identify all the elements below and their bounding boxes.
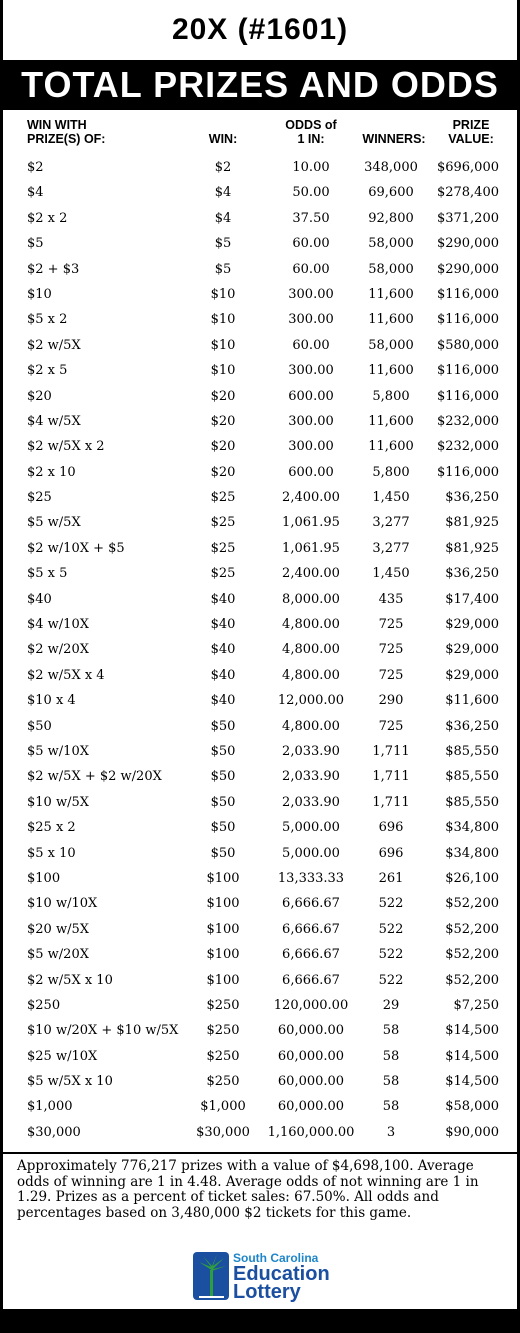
table-row (3, 1119, 517, 1144)
table-row (3, 1068, 517, 1093)
cell-prize: $2 w/5X x 4 (27, 667, 105, 683)
cell-win: $50 (210, 820, 236, 836)
cell-win: $250 (206, 997, 240, 1013)
cell-odds: 5,000.00 (282, 845, 340, 861)
table-row (3, 256, 517, 281)
logo-line-lottery: Lottery (233, 1280, 301, 1303)
cell-win: $1,000 (200, 1099, 246, 1115)
header-prize-line2: PRIZE(S) OF: (27, 132, 106, 146)
cell-win: $40 (210, 617, 236, 633)
cell-prize: $1,000 (27, 1099, 73, 1115)
table-row (3, 586, 517, 611)
cell-prize: $2 w/20X (27, 642, 89, 658)
cell-win: $20 (210, 439, 236, 455)
cell-win: $40 (210, 642, 236, 658)
cell-value: $11,600 (445, 693, 499, 709)
cell-prize: $2 (27, 160, 44, 175)
cell-winners: 261 (378, 870, 404, 886)
footer-bar (3, 1309, 517, 1333)
cell-value: $116,000 (436, 312, 499, 328)
table-row (3, 205, 517, 230)
cell-value: $232,000 (436, 413, 499, 429)
cell-prize: $50 (27, 718, 52, 734)
cell-odds: 60,000.00 (277, 1099, 345, 1115)
cell-winners: 1,450 (372, 490, 410, 506)
cell-prize: $40 (27, 591, 52, 607)
cell-win: $25 (210, 566, 236, 582)
cell-winners: 522 (378, 972, 404, 988)
cell-value: $90,000 (445, 1124, 499, 1140)
cell-win: $50 (210, 718, 236, 734)
cell-winners: 58,000 (368, 261, 414, 277)
cell-win: $4 (214, 210, 232, 226)
cell-odds: 4,800.00 (282, 667, 340, 683)
table-row (3, 967, 517, 992)
cell-prize: $5 x 10 (27, 845, 76, 861)
cell-value: $85,550 (445, 794, 499, 810)
cell-value: $116,000 (436, 464, 499, 480)
table-row (3, 459, 517, 484)
cell-winners: 3,277 (372, 515, 410, 531)
cell-win: $10 (210, 363, 236, 379)
cell-prize: $4 w/5X (27, 413, 81, 429)
cell-win: $20 (210, 388, 236, 404)
cell-prize: $2 w/5X (27, 337, 81, 353)
table-row (3, 357, 517, 382)
cell-odds: 300.00 (288, 413, 334, 429)
cell-value: $85,550 (445, 769, 499, 785)
cell-winners: 725 (378, 667, 404, 683)
cell-odds: 300.00 (288, 312, 334, 328)
cell-prize: $30,000 (27, 1124, 81, 1140)
cell-prize: $25 x 2 (27, 820, 76, 836)
cell-win: $250 (206, 1048, 240, 1064)
cell-value: $7,250 (453, 997, 499, 1013)
cell-odds: 2,033.90 (282, 743, 340, 759)
table-row (3, 916, 517, 941)
cell-winners: 522 (378, 896, 404, 912)
cell-winners: 69,600 (368, 185, 414, 201)
table-row (3, 179, 517, 204)
cell-winners: 58 (382, 1048, 400, 1064)
cell-odds: 6,666.67 (282, 896, 340, 912)
cell-value: $34,800 (445, 820, 499, 836)
cell-value: $116,000 (436, 286, 499, 302)
cell-value: $371,200 (436, 210, 499, 226)
cell-prize: $5 (27, 236, 44, 252)
cell-odds: 300.00 (288, 439, 334, 455)
cell-winners: 522 (378, 947, 404, 963)
cell-value: $85,550 (445, 743, 499, 759)
cell-win: $100 (206, 921, 240, 937)
cell-win: $25 (210, 515, 236, 531)
cell-odds: 2,033.90 (282, 769, 340, 785)
cell-odds: 60.00 (292, 261, 330, 277)
cell-odds: 12,000.00 (277, 693, 345, 709)
cell-odds: 60,000.00 (277, 1074, 345, 1090)
cell-winners: 522 (378, 921, 404, 937)
cell-value: $36,250 (445, 566, 499, 582)
cell-prize: $5 w/5X (27, 515, 81, 531)
cell-winners: 58,000 (368, 236, 414, 252)
cell-odds: 60.00 (292, 236, 330, 252)
table-row (3, 941, 517, 966)
header-odds (271, 118, 351, 146)
cell-value: $17,400 (445, 591, 499, 607)
cell-value: $81,925 (445, 515, 499, 531)
cell-prize: $2 w/5X x 10 (27, 972, 113, 988)
cell-prize: $25 w/10X (27, 1048, 98, 1064)
table-row (3, 865, 517, 890)
cell-value: $29,000 (445, 667, 499, 683)
cell-win: $5 (214, 236, 232, 252)
table-row (3, 738, 517, 763)
cell-winners: 696 (378, 820, 404, 836)
cell-winners: 11,600 (368, 312, 414, 328)
cell-odds: 5,000.00 (282, 820, 340, 836)
cell-winners: 1,711 (372, 743, 410, 759)
cell-odds: 13,333.33 (277, 870, 345, 886)
cell-odds: 2,400.00 (282, 490, 340, 506)
table-row (3, 662, 517, 687)
cell-winners: 58 (382, 1074, 400, 1090)
cell-winners: 11,600 (368, 363, 414, 379)
cell-winners: 696 (378, 845, 404, 861)
cell-value: $52,200 (445, 896, 499, 912)
table-row (3, 484, 517, 509)
cell-prize: $2 w/10X + $5 (27, 540, 125, 556)
header-odds-line1: ODDS of (285, 118, 337, 132)
cell-prize: $10 (27, 286, 52, 302)
table-row (3, 611, 517, 636)
cell-value: $36,250 (445, 718, 499, 734)
cell-winners: 1,711 (372, 794, 410, 810)
cell-prize: $2 x 10 (27, 464, 76, 480)
table-row (3, 408, 517, 433)
cell-winners: 3 (386, 1124, 396, 1140)
cell-odds: 60.00 (292, 337, 330, 353)
cell-win: $5 (214, 261, 232, 277)
table-row (3, 840, 517, 865)
cell-winners: 290 (378, 693, 404, 709)
table-row (3, 281, 517, 306)
cell-prize: $10 w/20X + $10 w/5X (27, 1023, 179, 1039)
cell-value: $52,200 (445, 972, 499, 988)
table-row (3, 687, 517, 712)
cell-value: $81,925 (445, 540, 499, 556)
cell-value: $232,000 (436, 439, 499, 455)
cell-prize: $250 (27, 997, 61, 1013)
header-value (431, 118, 511, 146)
cell-winners: 725 (378, 617, 404, 633)
cell-value: $696,000 (436, 160, 499, 175)
table-row (3, 763, 517, 788)
cell-value: $29,000 (445, 617, 499, 633)
cell-prize: $2 w/5X x 2 (27, 439, 105, 455)
cell-value: $52,200 (445, 921, 499, 937)
header-odds-line2: 1 IN: (297, 132, 325, 146)
lottery-logo (193, 1248, 343, 1304)
logo-line-education: Education (233, 1262, 330, 1285)
cell-prize: $10 w/10X (27, 896, 98, 912)
logo-line-south-carolina: South Carolina (233, 1250, 319, 1265)
table-row (3, 1093, 517, 1118)
table-row (3, 509, 517, 534)
table-row (3, 1017, 517, 1042)
table-row (3, 332, 517, 357)
game-title: 20X (#1601) (171, 13, 349, 46)
cell-prize: $2 x 2 (27, 210, 68, 226)
cell-win: $100 (206, 947, 240, 963)
cell-win: $25 (210, 490, 236, 506)
cell-win: $40 (210, 667, 236, 683)
cell-win: $40 (210, 591, 236, 607)
cell-winners: 11,600 (368, 286, 414, 302)
cell-win: $4 (214, 185, 232, 201)
cell-winners: 1,711 (372, 769, 410, 785)
table-row (3, 789, 517, 814)
cell-win: $20 (210, 464, 236, 480)
cell-prize: $5 w/5X x 10 (27, 1074, 113, 1090)
cell-win: $100 (206, 972, 240, 988)
cell-value: $52,200 (445, 947, 499, 963)
cell-odds: 2,033.90 (282, 794, 340, 810)
cell-odds: 6,666.67 (282, 947, 340, 963)
cell-winners: 725 (378, 718, 404, 734)
cell-odds: 300.00 (288, 363, 334, 379)
header-winners: WINNERS: (362, 132, 426, 146)
cell-odds: 60,000.00 (277, 1048, 345, 1064)
table-row (3, 1043, 517, 1068)
cell-prize: $100 (27, 870, 61, 886)
cell-odds: 120,000.00 (273, 997, 349, 1013)
cell-odds: 2,400.00 (282, 566, 340, 582)
header-value-line2: VALUE: (448, 132, 494, 146)
cell-prize: $4 (27, 185, 44, 201)
cell-win: $25 (210, 540, 236, 556)
cell-winners: 58,000 (368, 337, 414, 353)
cell-odds: 300.00 (288, 286, 334, 302)
cell-win: $100 (206, 896, 240, 912)
cell-prize: $5 x 2 (27, 312, 68, 328)
cell-odds: 10.00 (292, 160, 330, 175)
cell-value: $34,800 (445, 845, 499, 861)
table-row (3, 636, 517, 661)
cell-value: $278,400 (436, 185, 499, 201)
cell-prize: $20 (27, 388, 52, 404)
cell-win: $10 (210, 286, 236, 302)
palmetto-tree-icon (193, 1250, 231, 1302)
table-row (3, 890, 517, 915)
cell-odds: 50.00 (292, 185, 330, 201)
cell-win: $50 (210, 743, 236, 759)
cell-win: $2 (214, 160, 232, 175)
cell-win: $100 (206, 870, 240, 886)
cell-odds: 4,800.00 (282, 642, 340, 658)
cell-prize: $5 x 5 (27, 566, 68, 582)
table-row (3, 713, 517, 738)
cell-win: $10 (210, 312, 236, 328)
cell-value: $14,500 (445, 1023, 499, 1039)
cell-winners: 58 (382, 1099, 400, 1115)
cell-prize: $4 w/10X (27, 617, 89, 633)
cell-value: $580,000 (436, 337, 499, 353)
cell-odds: 60,000.00 (277, 1023, 345, 1039)
header-value-line1: PRIZE (452, 118, 490, 132)
cell-winners: 348,000 (364, 160, 418, 175)
cell-winners: 5,800 (372, 464, 410, 480)
logo-text (233, 1252, 330, 1301)
table-row (3, 992, 517, 1017)
cell-value: $29,000 (445, 642, 499, 658)
cell-odds: 6,666.67 (282, 921, 340, 937)
cell-prize: $25 (27, 490, 52, 506)
cell-odds: 1,061.95 (282, 515, 340, 531)
cell-win: $250 (206, 1074, 240, 1090)
cell-odds: 37.50 (292, 210, 330, 226)
cell-prize: $2 x 5 (27, 363, 68, 379)
cell-odds: 600.00 (288, 464, 334, 480)
cell-odds: 1,061.95 (282, 540, 340, 556)
header-win: WIN: (208, 132, 238, 146)
cell-winners: 725 (378, 642, 404, 658)
cell-value: $58,000 (445, 1099, 499, 1115)
table-row (3, 306, 517, 331)
cell-prize: $20 w/5X (27, 921, 89, 937)
cell-value: $116,000 (436, 388, 499, 404)
summary-text: Approximately 776,217 prizes with a value of $4,698,100. Average odds of winning are 1 in 4.48. Average odds of not winning are 1 in 1.29. Prizes as a percent of ticket sales: 67.50%. All odds and percentages based on 3,480,000 $2 tickets for this game. (3, 1152, 517, 1221)
cell-value: $290,000 (436, 261, 499, 277)
cell-winners: 5,800 (372, 388, 410, 404)
cell-winners: 3,277 (372, 540, 410, 556)
cell-value: $116,000 (436, 363, 499, 379)
cell-win: $50 (210, 794, 236, 810)
cell-win: $50 (210, 769, 236, 785)
cell-prize: $10 x 4 (27, 693, 76, 709)
cell-odds: 600.00 (288, 388, 334, 404)
cell-prize: $5 w/20X (27, 947, 89, 963)
cell-value: $26,100 (445, 870, 499, 886)
table-row (3, 230, 517, 255)
cell-value: $36,250 (445, 490, 499, 506)
cell-odds: 4,800.00 (282, 718, 340, 734)
banner-title: TOTAL PRIZES AND ODDS (3, 60, 517, 110)
cell-prize: $2 + $3 (27, 261, 80, 277)
cell-win: $20 (210, 413, 236, 429)
cell-winners: 58 (382, 1023, 400, 1039)
table-row (3, 383, 517, 408)
table-row (3, 535, 517, 560)
cell-winners: 1,450 (372, 566, 410, 582)
prize-table (3, 154, 517, 1144)
cell-winners: 92,800 (368, 210, 414, 226)
cell-value: $14,500 (445, 1048, 499, 1064)
cell-winners: 435 (378, 591, 404, 607)
cell-prize: $10 w/5X (27, 794, 89, 810)
cell-prize: $2 w/5X + $2 w/20X (27, 769, 162, 785)
cell-win: $30,000 (196, 1124, 250, 1140)
cell-value: $290,000 (436, 236, 499, 252)
cell-odds: 6,666.67 (282, 972, 340, 988)
table-row (3, 560, 517, 585)
cell-odds: 1,160,000.00 (267, 1124, 355, 1140)
table-row (3, 433, 517, 458)
cell-winners: 11,600 (368, 439, 414, 455)
cell-winners: 29 (382, 997, 400, 1013)
cell-win: $250 (206, 1023, 240, 1039)
cell-win: $10 (210, 337, 236, 353)
table-header (3, 110, 517, 154)
cell-odds: 4,800.00 (282, 617, 340, 633)
cell-value: $14,500 (445, 1074, 499, 1090)
table-row (3, 154, 517, 179)
cell-win: $50 (210, 845, 236, 861)
cell-prize: $5 w/10X (27, 743, 89, 759)
cell-winners: 11,600 (368, 413, 414, 429)
table-row (3, 814, 517, 839)
header-prize-line1: WIN WITH (27, 118, 87, 132)
cell-odds: 8,000.00 (282, 591, 340, 607)
header-prize (27, 118, 105, 146)
cell-win: $40 (210, 693, 236, 709)
